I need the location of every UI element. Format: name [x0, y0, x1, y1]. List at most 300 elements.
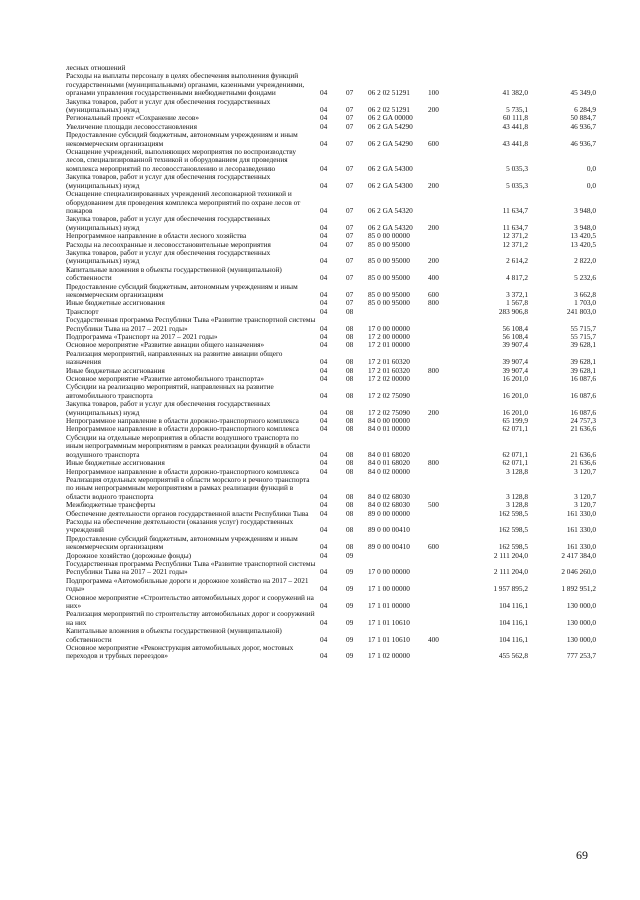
row-name: Оснащение специализированных учреждений лесопожарной техникой и оборудованием для проведения комплекса мероприятий по охране лесов от пожаров	[66, 189, 301, 215]
row-section: 04	[320, 289, 328, 299]
row-subsection: 08	[346, 500, 354, 510]
row-amount-year1: 39 907,4	[502, 340, 528, 350]
row-subsection: 08	[346, 491, 354, 501]
row-expense-type	[428, 577, 448, 594]
row-amount-year2: 50 884,7	[570, 113, 596, 123]
table-row	[66, 316, 596, 333]
row-section: 04	[320, 466, 328, 476]
row-expense-type	[428, 123, 448, 131]
row-subsection: 08	[346, 525, 354, 535]
row-section: 04	[320, 500, 328, 510]
row-expense-type	[428, 64, 448, 72]
row-subsection: 07	[346, 273, 354, 283]
table-row	[66, 434, 596, 459]
row-amount-year2: 21 636,6	[570, 458, 596, 468]
row-amount-year2: 46 936,7	[570, 121, 596, 131]
row-name: Региональный проект «Сохранение лесов»	[66, 113, 200, 123]
row-target-article: 85 0 00 95000	[368, 289, 410, 299]
row-expense-type	[428, 417, 448, 425]
row-name: Субсидии на отдельные мероприятия в области воздушного транспорта по иным непрограммным мероприятиям в рамках реализации функций в области воздушного транспорта	[66, 432, 310, 459]
row-subsection: 08	[346, 416, 354, 426]
row-amount-year2: 39 628,1	[570, 357, 596, 367]
row-target-article: 84 0 00 00000	[368, 416, 410, 426]
row-name: Субсидии на реализацию мероприятий, направленных на развитие автомобильного транспорта	[66, 382, 274, 400]
row-amount-year2: 39 628,1	[570, 365, 596, 375]
row-amount-year1: 2 111 204,0	[493, 567, 528, 577]
row-target-article: 89 0 00 00410	[368, 525, 410, 535]
row-name: Предоставление субсидий бюджетным, автономным учреждениям и иным некоммерческим организациям	[66, 130, 298, 148]
row-name: Дорожное хозяйство (дорожные фонды)	[66, 550, 192, 560]
row-subsection: 08	[346, 390, 354, 400]
table-row	[66, 131, 596, 148]
row-expense-type	[428, 308, 448, 316]
row-amount-year1: 65 199,9	[502, 416, 528, 426]
row-subsection: 07	[346, 222, 354, 232]
row-section: 04	[320, 365, 328, 375]
row-subsection: 08	[346, 508, 354, 518]
row-expense-type: 600	[428, 138, 439, 148]
row-subsection: 07	[346, 256, 354, 266]
row-target-article: 17 0 00 00000	[368, 567, 410, 577]
row-amount-year2: 2 417 384,0	[561, 550, 596, 560]
row-name: лесных отношений	[66, 63, 126, 72]
row-target-article: 06 2 GA 54320	[368, 205, 413, 215]
row-amount-year1: 12 371,2	[502, 239, 528, 249]
row-expense-type	[428, 114, 448, 122]
row-amount-year1: 3 128,8	[506, 500, 528, 510]
row-section: 04	[320, 542, 328, 552]
row-name: Транспорт	[66, 306, 99, 316]
row-subsection: 08	[346, 365, 354, 375]
row-target-article: 06 2 GA 54320	[368, 222, 413, 232]
row-subsection: 09	[346, 617, 354, 627]
row-amount-year1: 3 128,8	[506, 491, 528, 501]
row-name: Государственная программа Республики Тыва «Развитие транспортной системы Республики Тыва на 2017 – 2021 годы»	[66, 558, 316, 577]
row-subsection	[346, 64, 368, 72]
row-section: 04	[320, 491, 328, 501]
row-amount-year1: 162 598,5	[498, 508, 528, 518]
row-expense-type: 600	[428, 542, 439, 552]
row-target-article: 85 0 00 95000	[368, 298, 410, 308]
row-amount-year2: 777 253,7	[566, 651, 596, 661]
row-amount-year1: 455 562,8	[498, 651, 528, 661]
row-name: Иные бюджетные ассигнования	[66, 365, 165, 375]
row-expense-type	[428, 594, 448, 611]
row-amount-year2: 16 087,6	[570, 390, 596, 400]
row-target-article: 06 2 GA 54290	[368, 138, 413, 148]
row-name: Реализация отдельных мероприятий в области морского и речного транспорта по иным непрограммным мероприятиям в рамках реализации функций в области водного транспорта	[66, 474, 310, 501]
row-target-article: 17 1 01 10610	[368, 617, 410, 627]
row-amount-year2: 1 703,0	[574, 298, 596, 308]
row-expense-type	[428, 341, 448, 349]
row-amount-year2: 45 349,0	[570, 88, 596, 98]
row-amount-year2: 161 330,0	[566, 525, 596, 535]
row-name: Закупка товаров, работ и услуг для обеспечения государственных (муниципальных) нужд	[66, 247, 271, 266]
row-section: 04	[320, 180, 328, 190]
table-row	[66, 577, 596, 594]
row-subsection: 08	[346, 407, 354, 417]
row-amount-year2: 161 330,0	[566, 508, 596, 518]
table-row	[66, 518, 596, 535]
row-name: Основное мероприятие «Развитие автомобильного транспорта»	[66, 374, 265, 384]
row-amount-year1: 56 108,4	[502, 323, 528, 333]
row-amount-year1: 11 634,7	[502, 205, 528, 215]
row-subsection: 08	[346, 323, 354, 333]
table-row	[66, 249, 596, 266]
table-row	[66, 98, 596, 115]
row-amount-year1: 12 371,2	[502, 231, 528, 241]
row-expense-type	[428, 560, 448, 577]
row-target-article: 84 0 02 00000	[368, 466, 410, 476]
row-amount-year1: 39 907,4	[502, 365, 528, 375]
row-name: Основное мероприятие «Развитие авиации общего назначения»	[66, 340, 265, 350]
row-name: Расходы на обеспечение деятельности (оказания услуг) государственных учреждений	[66, 516, 294, 535]
row-amount-year2: 0,0	[586, 180, 596, 190]
row-section: 04	[320, 340, 328, 350]
row-amount-year2: 130 000,0	[566, 634, 596, 644]
row-expense-type	[428, 468, 448, 476]
row-section: 04	[320, 508, 328, 518]
row-expense-type	[428, 350, 448, 367]
row-expense-type: 500	[428, 500, 439, 510]
row-amount-year2: 46 936,7	[570, 138, 596, 148]
row-amount-year1: 43 441,8	[502, 121, 528, 131]
row-expense-type: 800	[428, 458, 439, 468]
row-amount-year1: 5 035,3	[506, 180, 528, 190]
table-row	[66, 283, 596, 300]
row-amount-year2: 3 662,8	[574, 289, 596, 299]
row-target-article	[368, 552, 428, 560]
row-amount-year1: 43 441,8	[502, 138, 528, 148]
row-subsection: 08	[346, 449, 354, 459]
row-name: Непрограммное направление в области дорожно-транспортного комплекса	[66, 416, 299, 426]
row-amount-year2: 13 420,5	[570, 239, 596, 249]
row-subsection: 08	[346, 332, 354, 341]
row-amount-year1: 60 111,8	[503, 113, 528, 123]
row-name: Оснащение учреждений, выполняющих мероприятия по воспроизводству лесов, специализированной техникой и оборудованием для проведения комплекса мероприятий по лесовосстановлению и лесоразведению	[66, 147, 296, 173]
row-expense-type: 100	[428, 88, 439, 98]
row-section: 04	[320, 205, 328, 215]
row-amount-year1: 162 598,5	[498, 542, 528, 552]
row-expense-type: 200	[428, 180, 439, 190]
row-amount-year1: 62 071,1	[502, 424, 528, 434]
row-amount-year2: 1 892 951,2	[561, 584, 596, 594]
table-row	[66, 266, 596, 283]
row-expense-type: 200	[428, 222, 439, 232]
row-amount-year2: 55 715,7	[570, 323, 596, 333]
row-name: Закупка товаров, работ и услуг для обеспечения государственных (муниципальных) нужд	[66, 172, 271, 190]
row-amount-year2: 241 803,0	[566, 306, 596, 316]
row-expense-type	[428, 316, 448, 333]
page-number: 69	[576, 848, 588, 862]
row-amount-year1: 2 614,2	[506, 256, 528, 266]
row-name: Государственная программа Республики Тыва «Развитие транспортной системы Республики Тыва на 2017 – 2021 годы»	[66, 315, 316, 333]
row-name: Основное мероприятие «Строительство автомобильных дорог и сооружений на них»	[66, 592, 314, 610]
table-row	[66, 400, 596, 417]
row-amount-year1: 104 116,1	[499, 601, 528, 610]
row-subsection: 07	[346, 205, 354, 215]
table-row	[66, 72, 596, 97]
row-target-article: 84 0 01 68020	[368, 449, 410, 459]
row-subsection: 07	[346, 239, 354, 249]
row-target-article: 17 2 01 60320	[368, 365, 410, 375]
row-amount-year2: 0,0	[586, 163, 596, 173]
row-expense-type	[428, 232, 448, 240]
row-section: 04	[320, 407, 328, 417]
row-amount-year2: 3 120,7	[574, 500, 596, 510]
row-amount-year1: 104 116,1	[499, 634, 528, 644]
row-target-article: 17 1 02 00000	[368, 651, 410, 661]
row-subsection: 07	[346, 105, 354, 115]
row-target-article: 17 2 01 60320	[368, 357, 410, 367]
row-name: Обеспечение деятельности органов государственной власти Республики Тыва	[66, 508, 309, 518]
row-section: 04	[320, 256, 328, 266]
row-target-article: 17 1 01 00000	[368, 601, 410, 610]
row-subsection: 09	[346, 651, 354, 661]
row-name: Увеличение площади лесовосстановления	[66, 121, 197, 131]
row-amount-year2: 2 822,0	[574, 256, 596, 266]
row-amount-year2: 39 628,1	[570, 340, 596, 350]
row-section: 04	[320, 298, 328, 308]
row-amount-year1: 3 372,1	[506, 289, 528, 299]
row-amount-year2: 3 948,0	[574, 222, 596, 232]
row-amount-year1: 39 907,4	[502, 357, 528, 367]
row-target-article: 84 0 02 68030	[368, 500, 410, 510]
row-expense-type	[428, 333, 448, 341]
row-amount-year1: 104 116,1	[499, 617, 528, 627]
row-section: 04	[320, 651, 328, 661]
row-name: Непрограммное направление в области дорожно-транспортного комплекса	[66, 466, 299, 476]
row-subsection: 07	[346, 113, 354, 123]
row-amount-year2: 130 000,0	[566, 601, 596, 610]
row-name: Предоставление субсидий бюджетным, автономным учреждениям и иным некоммерческим организациям	[66, 281, 298, 299]
row-section: 04	[320, 634, 328, 644]
budget-table-body	[66, 64, 596, 661]
row-name: Непрограммное направление в области лесного хозяйства	[66, 231, 247, 241]
row-section: 04	[320, 239, 328, 249]
row-subsection: 08	[346, 458, 354, 468]
table-row	[66, 215, 596, 232]
row-name: Иные бюджетные ассигнования	[66, 298, 165, 308]
row-subsection: 08	[346, 340, 354, 350]
row-subsection: 07	[346, 180, 354, 190]
row-subsection: 07	[346, 163, 354, 173]
row-name: Межбюджетные трансферты	[66, 500, 156, 510]
row-amount-year2: 21 636,6	[570, 449, 596, 459]
row-amount-year2: 3 120,7	[574, 491, 596, 501]
row-name: Иные бюджетные ассигнования	[66, 458, 165, 468]
row-amount-year2	[530, 64, 596, 72]
row-target-article	[368, 308, 428, 316]
table-row	[66, 560, 596, 577]
row-expense-type	[428, 425, 448, 433]
row-expense-type: 600	[428, 289, 439, 299]
row-target-article: 06 2 02 51291	[368, 88, 410, 98]
row-expense-type	[428, 518, 448, 535]
row-amount-year2: 161 330,0	[566, 542, 596, 552]
row-section: 04	[320, 550, 328, 560]
row-section: 04	[320, 231, 328, 241]
row-amount-year1: 2 111 204,0	[493, 550, 528, 560]
row-target-article: 17 0 00 00000	[368, 323, 410, 333]
table-row	[66, 627, 596, 644]
row-name: Капитальные вложения в объекты государственной (муниципальной) собственности	[66, 626, 282, 644]
row-target-article: 85 0 00 95000	[368, 239, 410, 249]
row-subsection: 08	[346, 466, 354, 476]
row-target-article: 84 0 02 68030	[368, 491, 410, 501]
row-section: 04	[320, 121, 328, 131]
row-amount-year1: 162 598,5	[498, 525, 528, 535]
table-row	[66, 476, 596, 501]
row-target-article: 89 0 00 00410	[368, 542, 410, 552]
row-amount-year2: 130 000,0	[566, 617, 596, 627]
row-name: Подпрограмма «Транспорт на 2017 – 2021 годы»	[66, 332, 218, 341]
row-expense-type	[428, 552, 448, 560]
row-target-article: 17 2 00 00000	[368, 332, 410, 341]
budget-table	[66, 64, 596, 661]
row-section	[320, 64, 346, 72]
row-expense-type	[428, 375, 448, 383]
row-amount-year2: 3 120,7	[574, 466, 596, 476]
row-section: 04	[320, 138, 328, 148]
row-expense-type	[428, 241, 448, 249]
row-subsection: 08	[346, 424, 354, 434]
row-section: 04	[320, 449, 328, 459]
row-expense-type	[428, 383, 448, 400]
row-subsection: 08	[346, 306, 354, 316]
row-target-article: 85 0 00 95000	[368, 256, 410, 266]
row-expense-type: 800	[428, 298, 439, 308]
row-target-article: 85 0 00 95000	[368, 273, 410, 283]
row-amount-year1: 5 735,1	[506, 105, 528, 115]
row-subsection: 09	[346, 550, 354, 560]
row-target-article: 17 2 02 75090	[368, 407, 410, 417]
row-section: 04	[320, 273, 328, 283]
table-row	[66, 594, 596, 611]
row-subsection: 07	[346, 88, 354, 98]
row-target-article	[368, 64, 428, 72]
table-row	[66, 148, 596, 173]
row-expense-type: 800	[428, 365, 439, 375]
table-row	[66, 535, 596, 552]
row-target-article: 17 2 01 00000	[368, 340, 410, 350]
row-section: 04	[320, 390, 328, 400]
table-row	[66, 190, 596, 215]
row-amount-year2: 16 087,6	[570, 407, 596, 417]
row-target-article: 06 2 GA 54290	[368, 121, 413, 131]
row-amount-year1: 1 957 895,2	[493, 584, 528, 594]
row-section: 04	[320, 357, 328, 367]
row-section: 04	[320, 374, 328, 384]
row-name: Предоставление субсидий бюджетным, автономным учреждениям и иным некоммерческим организациям	[66, 533, 298, 552]
row-expense-type	[428, 610, 448, 627]
row-amount-year2: 21 636,6	[570, 424, 596, 434]
budget-table-page	[66, 64, 596, 661]
row-section: 04	[320, 113, 328, 123]
table-row	[66, 383, 596, 400]
row-subsection: 09	[346, 584, 354, 594]
row-section: 04	[320, 584, 328, 594]
row-target-article: 06 2 GA 00000	[368, 113, 413, 123]
row-expense-type	[428, 148, 448, 173]
row-section: 04	[320, 222, 328, 232]
row-expense-type	[428, 190, 448, 215]
row-name: Подпрограмма «Автомобильные дороги и дорожное хозяйство на 2017 – 2021 годы»	[66, 575, 309, 594]
row-subsection: 08	[346, 357, 354, 367]
row-expense-type	[428, 644, 448, 661]
row-name: Реализация мероприятий по строительству автомобильных дорог и сооружений на них	[66, 609, 315, 627]
row-target-article: 84 0 01 68020	[368, 458, 410, 468]
row-section: 04	[320, 567, 328, 577]
row-name: Закупка товаров, работ и услуг для обеспечения государственных (муниципальных) нужд	[66, 399, 271, 417]
row-subsection: 08	[346, 374, 354, 384]
row-name: Закупка товаров, работ и услуг для обеспечения государственных (муниципальных) нужд	[66, 96, 271, 115]
table-row	[66, 173, 596, 190]
row-amount-year1: 62 071,1	[502, 458, 528, 468]
row-section: 04	[320, 105, 328, 115]
row-expense-type: 200	[428, 256, 439, 266]
row-amount-year1: 62 071,1	[502, 449, 528, 459]
row-expense-type	[428, 476, 448, 501]
row-amount-year2: 3 948,0	[574, 205, 596, 215]
row-section: 04	[320, 323, 328, 333]
row-expense-type: 400	[428, 634, 439, 644]
row-amount-year2: 2 046 260,0	[561, 567, 596, 577]
row-target-article: 17 1 01 10610	[368, 634, 410, 644]
row-amount-year1: 1 567,8	[506, 298, 528, 308]
row-amount-year2: 6 284,9	[574, 105, 596, 115]
row-amount-year1: 5 035,3	[506, 163, 528, 173]
row-subsection: 09	[346, 634, 354, 644]
row-target-article: 06 2 GA 54300	[368, 163, 413, 173]
row-section: 04	[320, 525, 328, 535]
row-amount-year2: 55 715,7	[570, 332, 596, 341]
row-amount-year2: 13 420,5	[570, 231, 596, 241]
row-subsection: 09	[346, 601, 354, 610]
row-subsection: 07	[346, 298, 354, 308]
row-subsection: 07	[346, 289, 354, 299]
row-name: Реализация мероприятий, направленных на развитие авиации общего назначения	[66, 348, 283, 367]
row-name: Расходы на выплаты персоналу в целях обеспечения выполнения функций государственными (муниципальными) органами, казенными учреждениями, органами управления государственными внебюджетными фондами	[66, 71, 305, 98]
row-name: Непрограммное направление в области дорожно-транспортного комплекса	[66, 424, 299, 434]
row-section: 04	[320, 332, 328, 341]
row-amount-year2: 24 757,3	[570, 416, 596, 426]
table-row	[66, 350, 596, 367]
row-name: Расходы на лесоохранные и лесовосстановительные мероприятия	[66, 239, 271, 249]
row-amount-year1: 3 128,8	[506, 466, 528, 476]
row-amount-year1: 4 817,2	[506, 273, 528, 283]
row-amount-year1: 16 201,0	[502, 390, 528, 400]
row-target-article: 85 0 00 00000	[368, 231, 410, 241]
row-section: 04	[320, 306, 328, 316]
row-expense-type: 200	[428, 105, 439, 115]
row-target-article: 84 0 01 00000	[368, 424, 410, 434]
row-section: 04	[320, 88, 328, 98]
row-amount-year2: 5 232,6	[574, 273, 596, 283]
row-section: 04	[320, 601, 328, 610]
row-name: Основное мероприятие «Реконструкция автомобильных дорог, мостовых переходов и трубных переездов»	[66, 643, 294, 661]
row-amount-year1: 11 634,7	[502, 222, 528, 232]
row-section: 04	[320, 416, 328, 426]
row-expense-type: 200	[428, 407, 439, 417]
row-target-article: 17 2 02 00000	[368, 374, 410, 384]
row-section: 04	[320, 458, 328, 468]
row-amount-year1: 56 108,4	[502, 332, 528, 341]
table-row	[66, 644, 596, 661]
row-section: 04	[320, 617, 328, 627]
row-target-article: 17 2 02 75090	[368, 390, 410, 400]
row-subsection: 08	[346, 542, 354, 552]
